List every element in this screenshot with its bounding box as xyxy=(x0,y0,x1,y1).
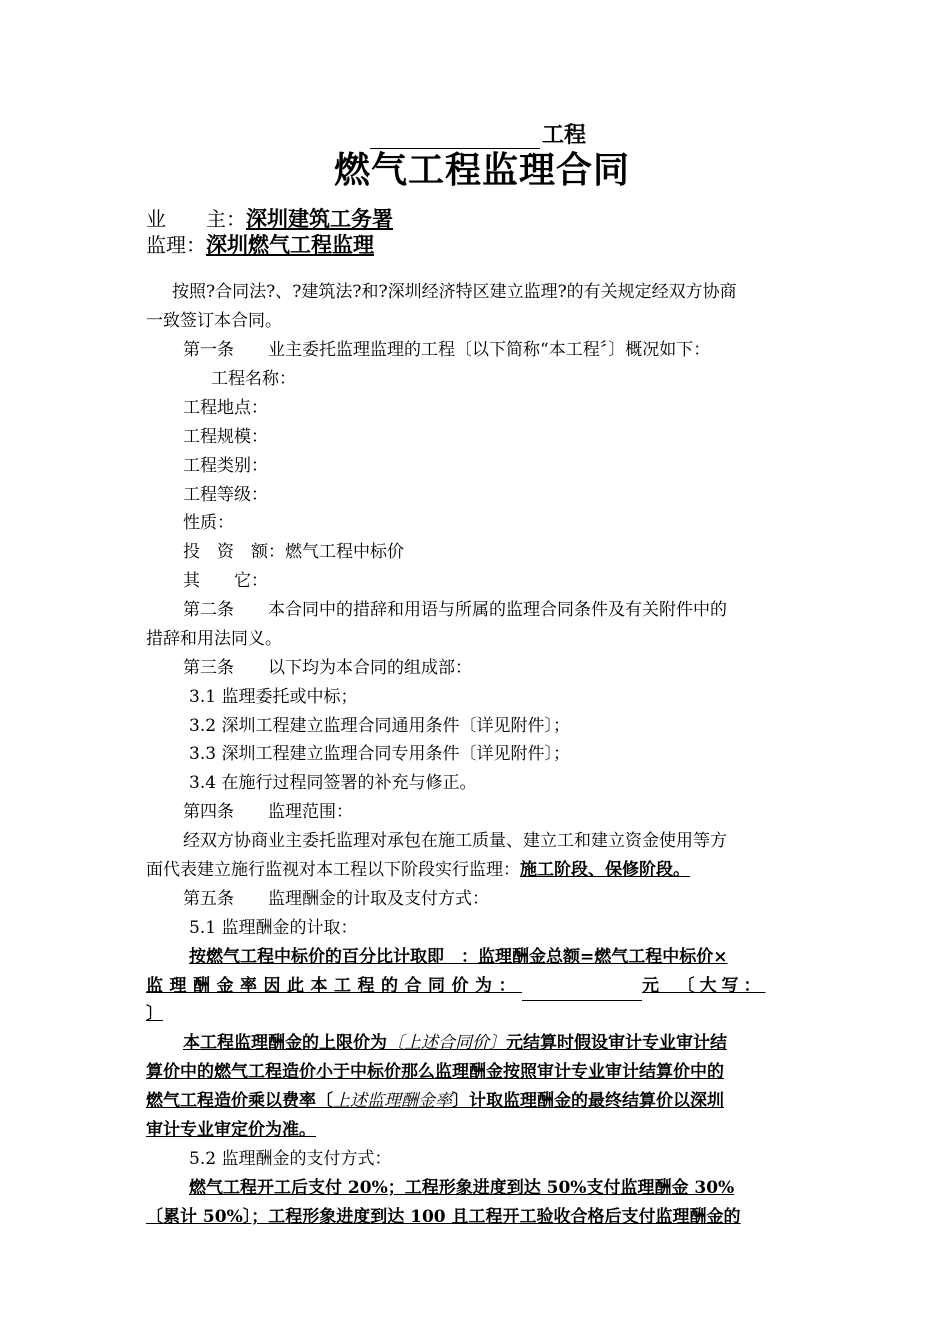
article-4-line-1: 经双方协商业主委托监理对承包在施工质量、建立工和建立资金使用等方 xyxy=(183,831,727,851)
article-4-line-2 xyxy=(146,856,690,885)
fee-cap-line-4: 审计专业审定价为准。 xyxy=(146,1120,316,1140)
fee-formula-line-3: 〕 xyxy=(146,1004,163,1024)
fee-cap-text-f: 〕计取监理酬金的最终结算价以深圳 xyxy=(452,1091,724,1111)
fee-cap-text-b: 〔上述合同价〕 xyxy=(387,1033,506,1053)
contract-price-blank xyxy=(522,982,642,1001)
fee-cap-line-1 xyxy=(183,1029,727,1058)
owner-label: 业 主： xyxy=(146,207,246,231)
supervisor-line xyxy=(146,229,374,259)
project-category-field: 工程类别： xyxy=(183,456,268,476)
article-4-heading: 第四条 监理范围： xyxy=(183,802,353,822)
article-3-heading: 第三条 以下均为本合同的组成部： xyxy=(183,658,472,678)
project-scale-field: 工程规模： xyxy=(183,427,268,447)
contract-price-label: 监理酬金率因此本工程的合同价为： xyxy=(146,976,522,996)
scope-stages: 施工阶段、保修阶段。 xyxy=(520,860,690,880)
contract-title: 燃气工程监理合同 xyxy=(334,149,631,191)
article-3-item: 3.3 深圳工程建立监理合同专用条件〔详见附件〕； xyxy=(189,744,570,764)
project-nature-field: 性质： xyxy=(183,513,234,533)
fee-formula-line-2 xyxy=(146,972,808,1001)
fee-cap-text-d: 燃气工程造价乘以费率〔 xyxy=(146,1091,333,1111)
project-location-field: 工程地点： xyxy=(183,398,268,418)
project-name-field: 工程名称： xyxy=(211,369,296,389)
fee-cap-text-e: 上述监理酬金率 xyxy=(333,1091,452,1111)
owner-value: 深圳建筑工务署 xyxy=(246,206,393,231)
article-3-item: 3.2 深圳工程建立监理合同通用条件〔详见附件〕； xyxy=(189,716,570,736)
other-field: 其 它： xyxy=(183,571,268,591)
article-3-item: 3.4 在施行过程同签署的补充与修正。 xyxy=(189,773,477,793)
fee-cap-text-a: 本工程监理酬金的上限价为 xyxy=(183,1033,387,1053)
fee-cap-text-c: 元结算时假设审计专业审计结 xyxy=(506,1033,727,1053)
project-grade-field: 工程等级： xyxy=(183,485,268,505)
article-2-line-1: 第二条 本合同中的措辞和用语与所属的监理合同条件及有关附件中的 xyxy=(183,600,727,620)
payment-line-2: 〔累计 50%〕；工程形象进度到达 100 且工程开工验收合格后支付监理酬金的 xyxy=(146,1207,741,1227)
article-5-heading: 第五条 监理酬金的计取及支付方式： xyxy=(183,889,489,909)
scope-text: 面代表建立施行监视对本工程以下阶段实行监理： xyxy=(146,860,520,880)
intro-line-1: 按照?合同法?、?建筑法?和?深圳经济特区建立监理?的有关规定经双方协商 xyxy=(172,282,737,302)
payment-line-1: 燃气工程开工后支付 20%；工程形象进度到达 50%支付监理酬金 30% xyxy=(189,1178,735,1198)
project-suffix: 工程 xyxy=(542,122,587,148)
section-5-2-heading: 5.2 监理酬金的支付方式： xyxy=(189,1149,392,1169)
supervisor-value: 深圳燃气工程监理 xyxy=(206,232,374,257)
article-2-line-2: 措辞和用法同义。 xyxy=(146,629,282,649)
fee-formula-line-1: 按燃气工程中标价的百分比计取即 ：监理酬金总额=燃气工程中标价× xyxy=(189,947,728,967)
contract-price-unit: 元 〔大写： xyxy=(642,976,766,996)
article-1-heading: 第一条 业主委托监理监理的工程〔以下简称“本工程〞〕概况如下： xyxy=(183,340,711,360)
investment-field: 投 资 额：燃气工程中标价 xyxy=(183,542,404,562)
section-5-1-heading: 5.1 监理酬金的计取： xyxy=(189,918,358,938)
supervisor-label: 监理： xyxy=(146,233,206,257)
fee-cap-line-2: 算价中的燃气工程造价小于中标价那么监理酬金按照审计专业审计结算价中的 xyxy=(146,1062,724,1082)
intro-line-2: 一致签订本合同。 xyxy=(146,311,282,331)
article-3-item: 3.1 监理委托或中标； xyxy=(189,687,358,707)
fee-cap-line-3 xyxy=(146,1087,724,1116)
